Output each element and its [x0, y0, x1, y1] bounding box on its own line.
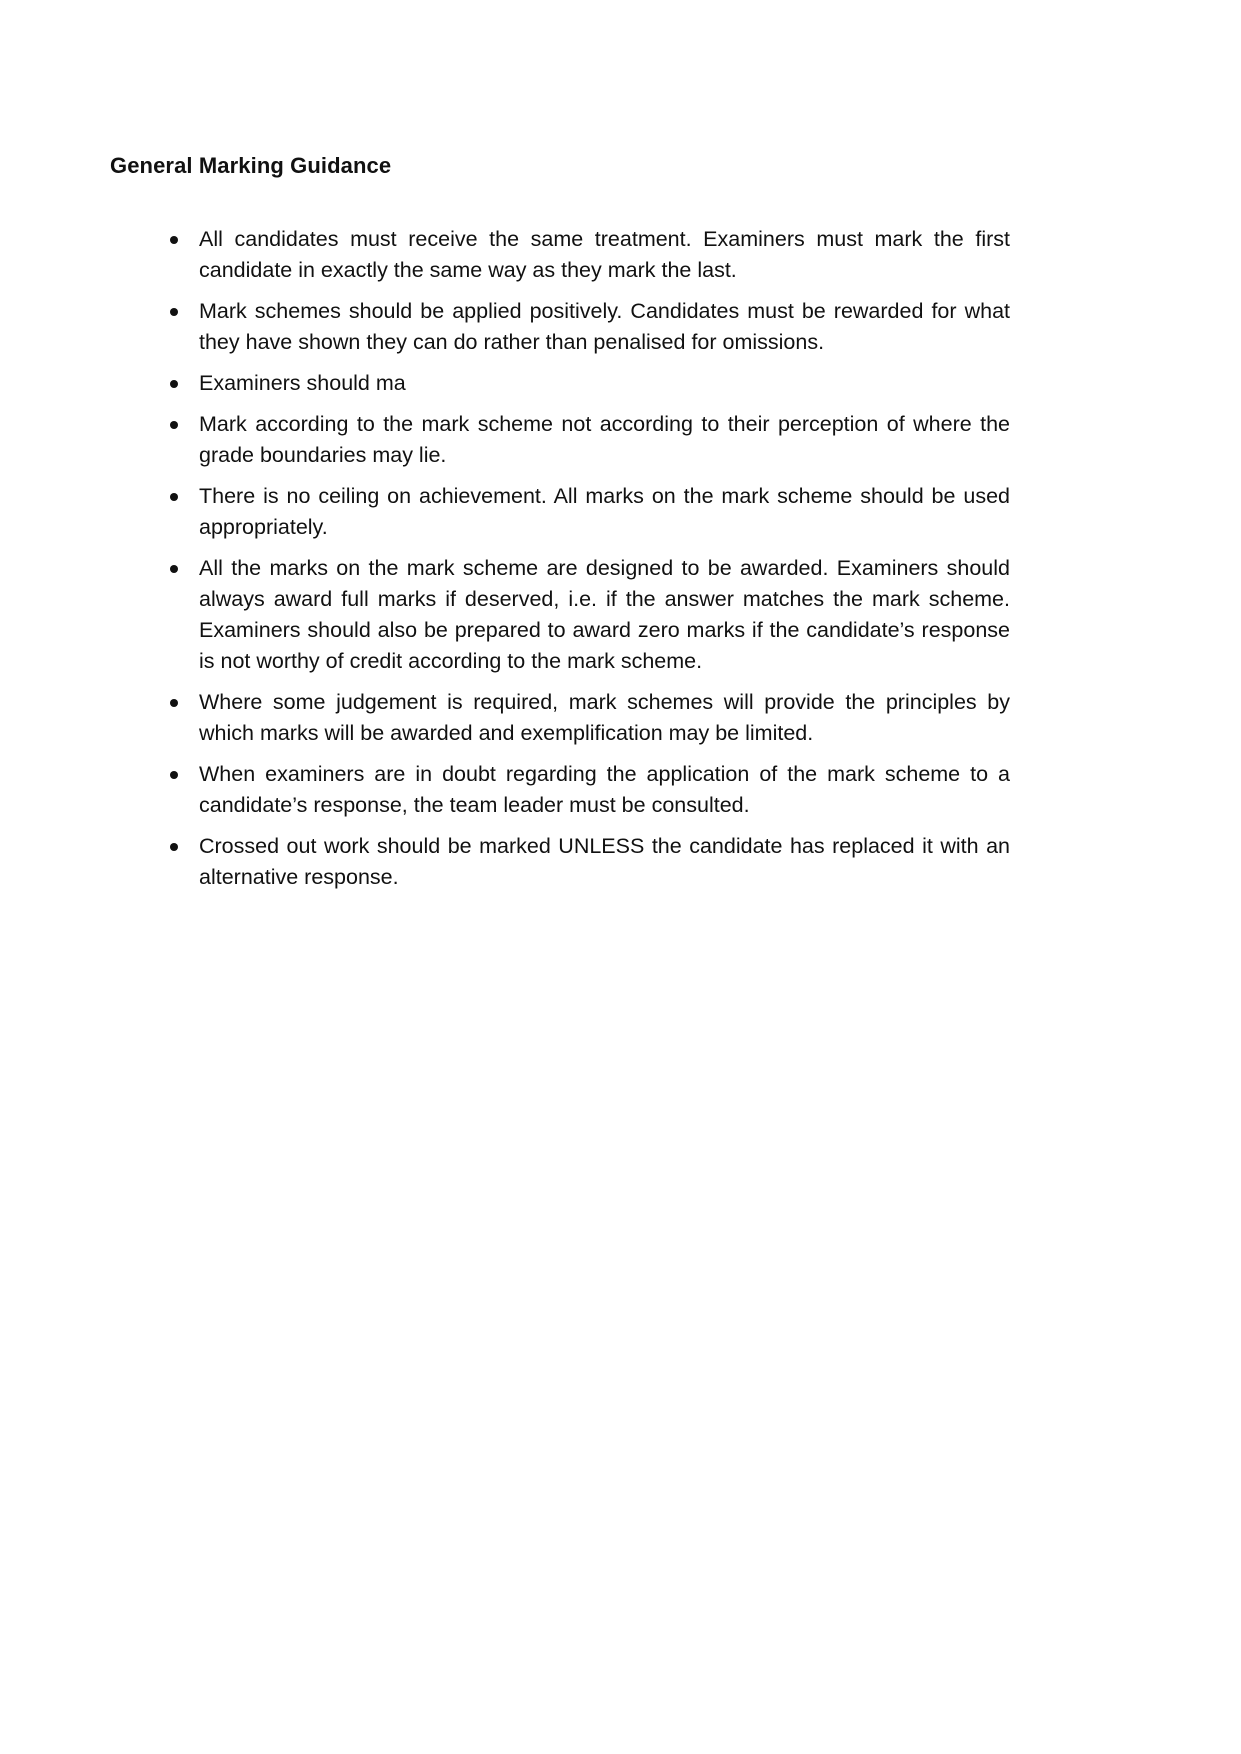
list-item	[160, 759, 1010, 821]
list-item-text: When examiners are in doubt regarding the application of the mark scheme to a candidate’s response, the team leader must be consulted.	[199, 762, 1010, 817]
list-item	[160, 553, 1010, 677]
list-item	[160, 687, 1010, 749]
list-item	[160, 481, 1010, 543]
list-item-text: There is no ceiling on achievement. All marks on the mark scheme should be used appropriately.	[199, 484, 1010, 539]
list-item-text: All the marks on the mark scheme are designed to be awarded. Examiners should always award full marks if deserved, i.e. if the answer matches the mark scheme. Examiners should also be prepared to award zero marks if the candidate’s response is not worthy of credit according to the mark scheme.	[199, 556, 1010, 673]
bullet-icon	[170, 843, 178, 851]
list-item	[160, 224, 1010, 286]
bullet-icon	[170, 565, 178, 573]
list-item	[160, 409, 1010, 471]
list-item-text: All candidates must receive the same treatment. Examiners must mark the first candidate in exactly the same way as they mark the last.	[199, 227, 1010, 282]
list-item	[160, 831, 1010, 893]
bullet-icon	[170, 493, 178, 501]
list-item-text: Where some judgement is required, mark schemes will provide the principles by which marks will be awarded and exemplification may be limited.	[199, 690, 1010, 745]
list-item	[160, 368, 1010, 399]
bullet-icon	[170, 771, 178, 779]
bullet-icon	[170, 699, 178, 707]
guidance-list	[160, 224, 1010, 903]
list-item-text: Mark according to the mark scheme not according to their perception of where the grade boundaries may lie.	[199, 412, 1010, 467]
list-item-text: Crossed out work should be marked UNLESS the candidate has replaced it with an alternative response.	[199, 834, 1010, 889]
bullet-icon	[170, 421, 178, 429]
list-item-text: Mark schemes should be applied positively. Candidates must be rewarded for what they have shown they can do rather than penalised for omissions.	[199, 299, 1010, 354]
list-item	[160, 296, 1010, 358]
bullet-icon	[170, 236, 178, 244]
bullet-icon	[170, 308, 178, 316]
bullet-icon	[170, 380, 178, 388]
page-title: General Marking Guidance	[110, 153, 392, 178]
list-item-text: Examiners should ma	[199, 371, 406, 395]
